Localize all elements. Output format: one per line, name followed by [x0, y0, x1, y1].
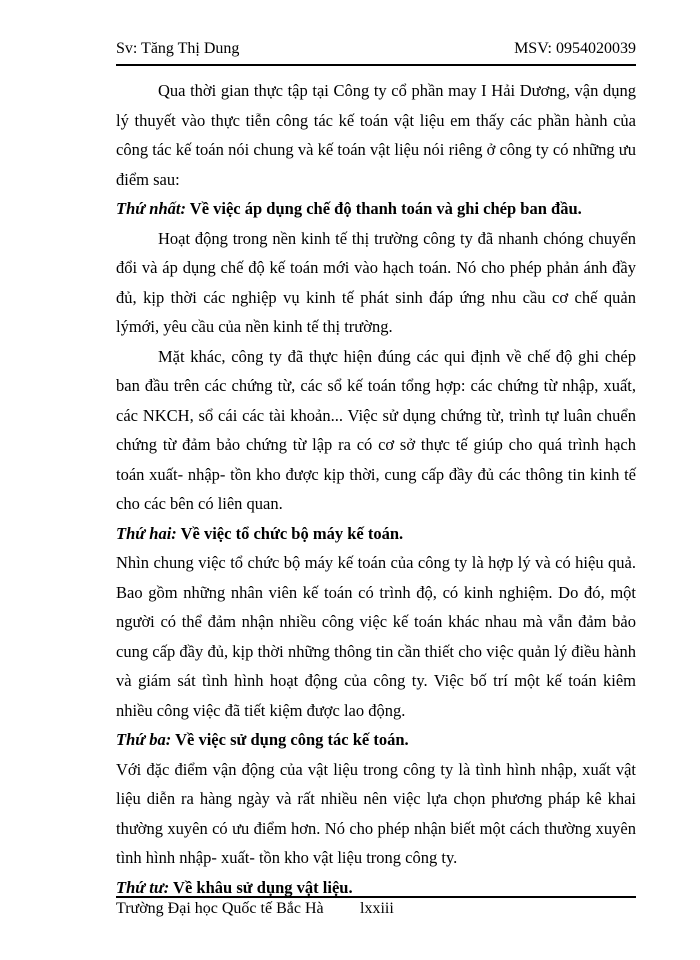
page-number: lxxiii — [360, 900, 394, 917]
header-divider — [116, 64, 636, 66]
paragraph: Hoạt động trong nền kinh tế thị trường công ty đã nhanh chóng chuyển đổi và áp dụng chế độ kế toán mới vào hạch toán. Nó cho phép phản ánh đầy đủ, kịp thời các nghiệp vụ kinh tế phát sinh đáp ứng nhu cầu cơ chế quản lýmới, yêu cầu của nền kinh tế thị trường. — [116, 228, 636, 336]
section-lead: Thứ tư: — [116, 877, 170, 897]
intro-paragraph: Qua thời gian thực tập tại Công ty cổ phần may I Hải Dương, vận dụng lý thuyết vào thực tiễn công tác kế toán vật liệu em thấy các phần hành của công tác kế toán nói chung và kế toán vật liệu nói riêng ở công ty có những ưu điểm sau: — [116, 81, 636, 189]
section-heading-third — [116, 725, 636, 755]
section-title: Về khâu sử dụng vật liệu. — [169, 877, 353, 897]
section-heading-first — [116, 194, 636, 224]
section-title: Về việc áp dụng chế độ thanh toán và ghi chép ban đầu. — [185, 199, 582, 218]
section-lead: Thứ hai: — [116, 523, 177, 543]
student-name: Sv: Tăng Thị Dung — [116, 40, 240, 57]
section-lead: Thứ ba: — [116, 730, 172, 749]
student-id: MSV: 0954020039 — [514, 40, 636, 57]
footer-divider — [116, 896, 636, 898]
paragraph: Mặt khác, công ty đã thực hiện đúng các qui định về chế độ ghi chép ban đầu trên các chứng từ, các sổ kế toán tổng hợp: các chứng từ nhập, xuất, các NKCH, sổ cái các tài khoản... Việc sử dụng chứng từ, trình tự luân chuển chứng từ đảm bảo chứng từ lập ra có cơ sở thực tế giúp cho quá trình hạch toán xuất- nhập- tồn kho được kịp thời, cung cấp đầy đủ các thông tin kinh tế cho các bên có liên quan. — [116, 346, 636, 513]
document-body — [116, 76, 636, 902]
school-name: Trường Đại học Quốc tế Bắc Hà — [116, 900, 324, 917]
section-lead: Thứ nhất: — [116, 199, 186, 218]
section-heading-second — [116, 519, 636, 549]
page-header — [116, 40, 636, 64]
section-title: Về việc tổ chức bộ máy kế toán. — [176, 523, 404, 543]
paragraph: Nhìn chung việc tổ chức bộ máy kế toán của công ty là hợp lý và có hiệu quả. Bao gồm những nhân viên kế toán có trình độ, có kinh nghiệm. Do đó, một người có thể đảm nhận nhiều công việc kế toán khác nhau mà vẫn đảm bảo cung cấp đầy đủ, kịp thời những thông tin cần thiết cho việc quản lý điều hành và giám sát tình hình hoạt động của công ty. Việc bố trí một kế toán kiêm nhiều công việc đã tiết kiệm được lao động. — [116, 553, 636, 720]
section-title: Về việc sử dụng công tác kế toán. — [171, 730, 409, 749]
paragraph: Với đặc điểm vận động của vật liệu trong công ty là tình hình nhập, xuất vật liệu diễn ra hàng ngày và rất nhiều nên việc lựa chọn phương pháp kê khai thường xuyên có ưu điểm hơn. Nó cho phép nhận biết một cách thường xuyên tình hình nhập- xuất- tồn kho vật liệu trong công ty. — [116, 759, 636, 867]
